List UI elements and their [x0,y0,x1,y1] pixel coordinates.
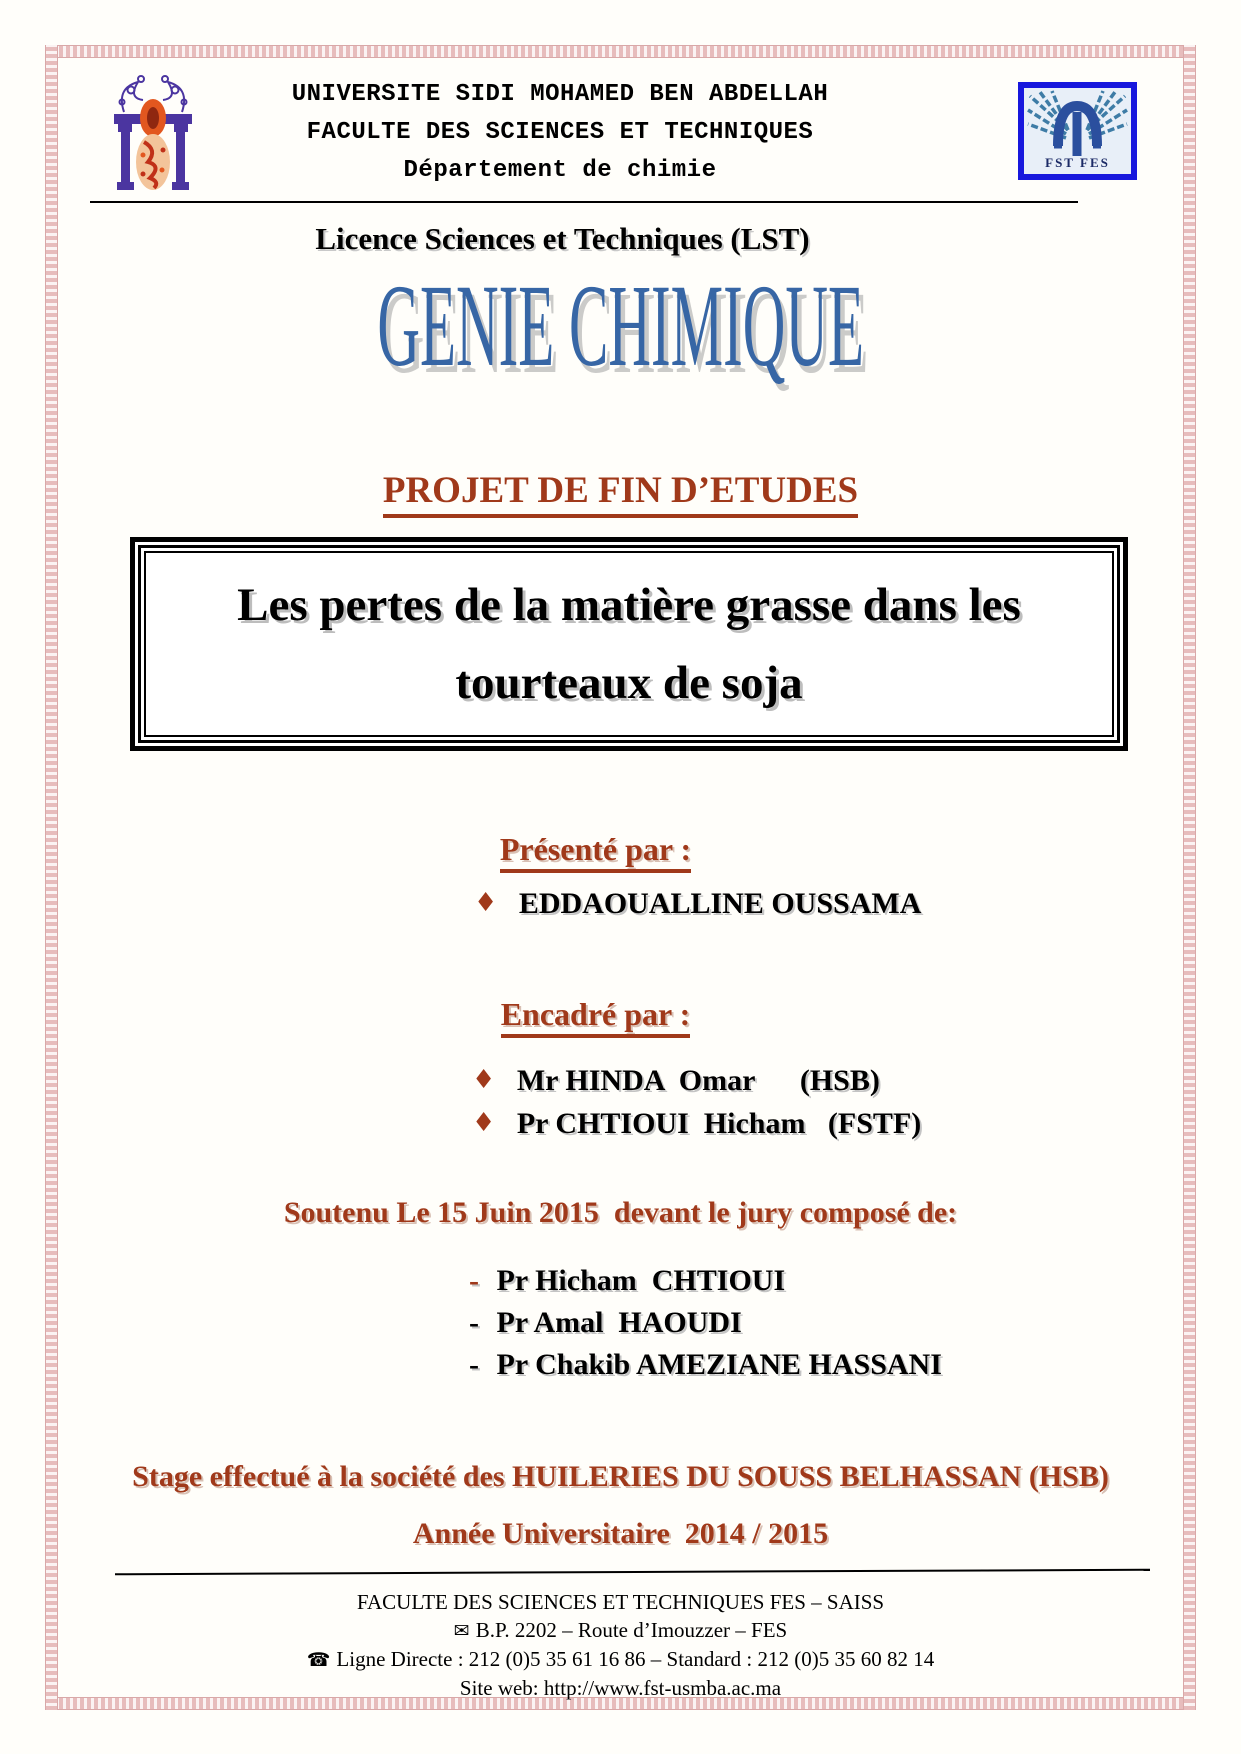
section-heading: PROJET DE FIN D’ETUDES [60,469,1181,512]
department-name: Département de chimie [403,157,717,184]
academic-year-line: Année Universitaire 2014 / 2015 [412,1517,829,1550]
wordart-genie-chimique: GENIE CHIMIQUE [377,260,864,391]
jury-dash: - [469,1264,479,1297]
page-art-border-top [45,45,1196,58]
page-art-border-right [1183,45,1196,1710]
supervisor-row [472,1059,921,1102]
report-title-line1: Les pertes de la matière grasse dans les [237,579,1021,631]
university-emblem-logo [110,70,196,200]
institution-header [230,76,890,190]
footer-phones: Ligne Directe : 212 (0)5 35 61 16 86 – Standard : 212 (0)5 35 60 82 14 [336,1647,935,1671]
footer-divider [115,1569,1150,1576]
report-title-box [130,537,1128,751]
defense-line: Soutenu Le 15 Juin 2015 devant le jury composé de: [283,1196,958,1229]
header-divider [90,201,1078,203]
jury-list [469,1260,942,1386]
footer-address-line [60,1616,1181,1645]
student-name: EDDAOUALLINE OUSSAMA [518,887,922,920]
footer-faculty-line: FACULTE DES SCIENCES ET TECHNIQUES FES – SAISS [356,1590,885,1614]
footer-phone-line [60,1645,1181,1674]
report-title [144,551,1114,737]
jury-member-name: Pr Amal HAOUDI [496,1306,742,1339]
fst-fes-logo-label: FST FES [1045,155,1110,170]
program-title: Licence Sciences et Techniques (LST) [315,221,810,256]
fst-fes-logo [1018,82,1137,180]
internship-line: Stage effectué à la société des HUILERIES DU SOUSS BELHASSAN (HSB) [132,1460,1109,1493]
jury-dash: - [469,1306,479,1339]
diamond-bullet-icon: ♦ [472,1065,496,1095]
supervisors-list [472,1059,921,1145]
footer-block [60,1588,1181,1702]
wordart-wrap [60,260,1181,391]
university-name: UNIVERSITE SIDI MOHAMED BEN ABDELLAH [291,81,829,108]
jury-row [469,1260,942,1302]
supervisor-row [472,1102,921,1145]
jury-member-name: Pr Chakib AMEZIANE HASSANI [496,1348,942,1381]
footer-website-line: Site web: http://www.fst-usmba.ac.ma [459,1676,782,1700]
faculty-name: FACULTE DES SCIENCES ET TECHNIQUES [306,119,814,146]
supervisor-name: Mr HINDA Omar (HSB) [516,1064,880,1097]
page-art-border-left [45,45,58,1710]
footer-address: B.P. 2202 – Route d’Imouzzer – FES [475,1618,788,1642]
diamond-bullet-icon: ♦ [472,1108,496,1138]
presented-by-label: Présenté par : [35,831,1156,868]
jury-member-name: Pr Hicham CHTIOUI [496,1264,786,1297]
student-name-row [474,887,921,921]
mail-icon: ✉ [453,1620,470,1642]
phone-icon: ☎ [306,1649,331,1671]
supervisor-name: Pr CHTIOUI Hicham (FSTF) [516,1107,922,1140]
jury-dash: - [469,1348,479,1381]
jury-row [469,1302,942,1344]
diamond-bullet-icon: ♦ [474,888,498,918]
report-title-line2: tourteaux de soja [455,657,803,709]
supervised-by-label: Encadré par : [35,996,1156,1033]
jury-row [469,1344,942,1386]
